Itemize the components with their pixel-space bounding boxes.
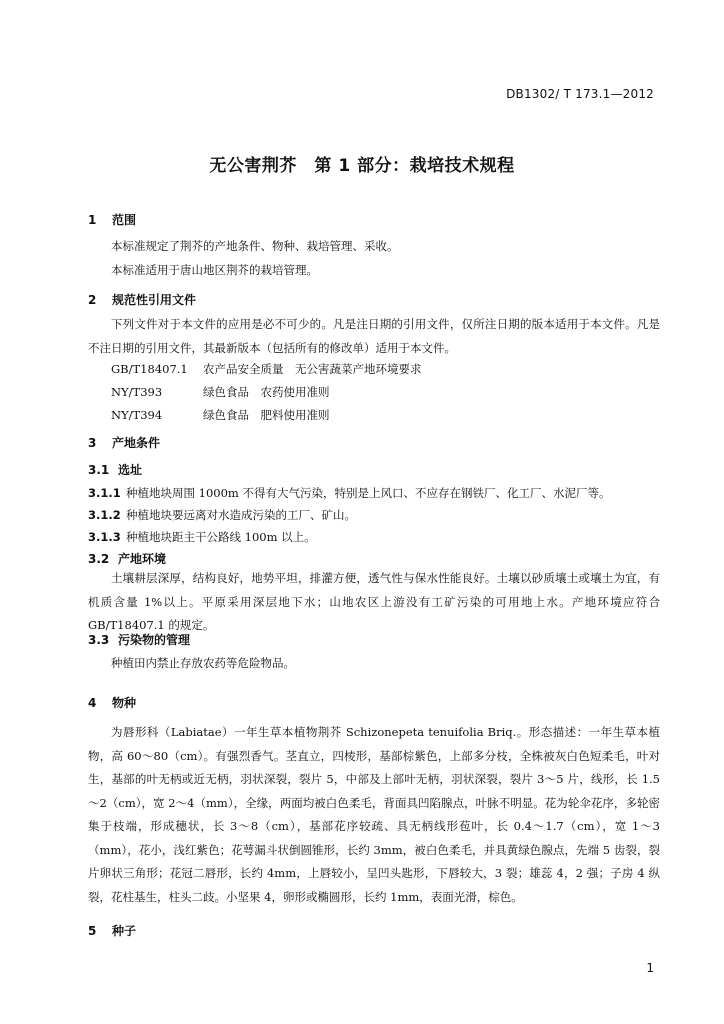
section-3-heading — [88, 434, 160, 451]
subsection-title: 产地环境 — [118, 552, 167, 566]
references-paragraph: 下列文件对于本文件的应用是必不可少的。凡是注日期的引用文件，仅所注日期的版本适用于本文件。凡是不注日期的引用文件，其最新版本（包括所有的修改单）适用于本文件。 — [88, 317, 660, 355]
reference-name: 农产品安全质量 无公害蔬菜产地环境要求 — [203, 362, 422, 376]
reference-item — [111, 384, 330, 400]
section-1-heading — [88, 211, 136, 228]
reference-name: 绿色食品 肥料使用准则 — [203, 408, 330, 422]
clause-number: 3.1.3 — [88, 530, 121, 544]
clause-text: 种植地块要远离对水造成污染的工厂、矿山。 — [126, 508, 356, 522]
subsection-3-2-heading — [88, 550, 166, 567]
reference-code: NY/T393 — [111, 385, 163, 399]
section-number: 1 — [88, 213, 97, 227]
section-title: 种子 — [112, 924, 137, 938]
reference-code: GB/T18407.1 — [111, 362, 188, 376]
clause-number: 3.1.2 — [88, 508, 121, 522]
reference-name: 绿色食品 农药使用准则 — [203, 385, 330, 399]
section-title: 规范性引用文件 — [112, 293, 197, 307]
reference-item — [111, 361, 422, 377]
scope-paragraph-2: 本标准适用于唐山地区荆芥的栽培管理。 — [111, 263, 318, 277]
scope-paragraph-1: 本标准规定了荆芥的产地条件、物种、栽培管理、采收。 — [111, 239, 399, 253]
section-number: 3 — [88, 436, 97, 450]
standard-code: DB1302/ T 173.1—2012 — [506, 87, 654, 101]
subsection-3-1-heading — [88, 461, 142, 478]
document-title: 无公害荆芥 第 1 部分：栽培技术规程 — [209, 156, 515, 176]
clause-item — [88, 529, 316, 545]
section-title: 物种 — [112, 696, 137, 710]
subsection-number: 3.1 — [88, 463, 110, 477]
environment-paragraph: 土壤耕层深厚，结构良好，地势平坦，排灌方便，透气性与保水性能良好。土壤以砂质壤土或壤土为宜，有机质含量 1%以上。平原采用深层地下水；山地农区上游没有工矿污染的可用地上水。产地环境应符合 GB/T18407.1 的规定。 — [88, 571, 660, 632]
section-number: 2 — [88, 293, 97, 307]
subsection-number: 3.2 — [88, 552, 110, 566]
clause-text: 种植地块距主干公路线 100m 以上。 — [126, 530, 316, 544]
clause-text: 种植地块周围 1000m 不得有大气污染，特别是上风口、不应存在钢铁厂、化工厂、水泥厂等。 — [126, 486, 611, 500]
page-number: 1 — [646, 961, 654, 975]
subsection-title: 污染物的管理 — [118, 633, 191, 647]
section-number: 4 — [88, 696, 97, 710]
section-title: 产地条件 — [112, 436, 161, 450]
clause-item — [88, 485, 610, 501]
clause-item — [88, 507, 356, 523]
subsection-title: 选址 — [118, 463, 143, 477]
species-paragraph: 为唇形科（Labiatae）一年生草本植物荆芥 Schizonepeta tenuifolia Briq.。形态描述：一年生草本植物，高 60～80（cm）。有强烈香气。茎直立，四棱形，基部棕紫色，上部多分枝，全株被灰白色短柔毛，叶对生，基部的叶无柄或近无柄，羽状深裂，裂片 5，中部及上部叶无柄，羽状深裂，裂片 3～5 片，线形，长 1.5～2（cm），宽 2～4（mm），全缘，两面均被白色柔毛，背面具凹陷腺点，叶脉不明显。花为轮伞花序，多轮密集于枝端，形成穗状，长 3～8（cm），基部花序较疏、具无柄线形苞叶，长 0.4～1.7（cm），宽 1～3（mm），花小，浅红紫色；花萼漏斗状倒圆锥形，长约 3mm，被白色柔毛，并具黄绿色腺点，先端 5 齿裂，裂片卵状三角形；花冠二唇形，长约 4mm，上唇较小，呈凹头匙形，下唇较大，3 裂；雄蕊 4，2 强；子房 4 纵裂，花柱基生，柱头二歧。小坚果 4，卵形或椭圆形，长约 1mm，表面光滑，棕色。 — [88, 725, 660, 904]
clause-number: 3.1.1 — [88, 486, 121, 500]
section-title: 范围 — [112, 213, 137, 227]
section-number: 5 — [88, 924, 97, 938]
reference-code: NY/T394 — [111, 408, 163, 422]
section-2-heading — [88, 291, 196, 308]
subsection-3-3-heading — [88, 631, 190, 648]
pollutant-paragraph: 种植田内禁止存放农药等危险物品。 — [111, 656, 295, 670]
subsection-number: 3.3 — [88, 633, 110, 647]
section-4-heading — [88, 694, 136, 711]
reference-item — [111, 407, 330, 423]
section-5-heading — [88, 922, 136, 939]
